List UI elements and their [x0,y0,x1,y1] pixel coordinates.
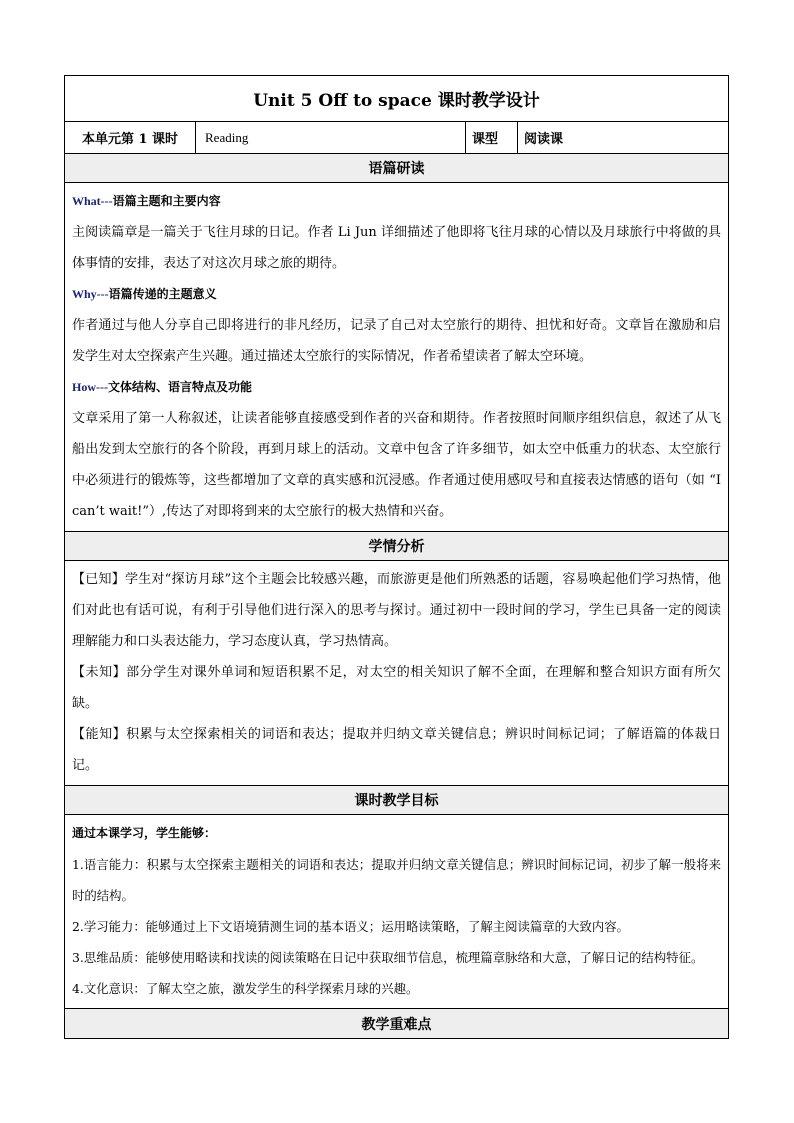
learner-analysis-body [65,561,728,786]
lesson-number-label: 本单元第 1 课时 [65,122,196,153]
why-label: 语篇传递的主题意义 [108,287,217,301]
known-paragraph: 【已知】学生对“探访月球”这个主题会比较感兴趣，而旅游更是他们所熟悉的话题，容易唤起他们学习热情，他们对此也有话可说，有利于引导他们进行深入的思考与探讨。通过初中一段时间的学习，学生已具备一定的阅读理解能力和口头表达能力，学习态度认真，学习热情高。 [72,572,721,649]
how-label-en: How--- [72,380,108,394]
objective-item: 2.学习能力：能够通过上下文语境猜测生词的基本语义；运用略读策略，了解主阅读篇章的大致内容。 [72,919,630,934]
what-paragraph: 主阅读篇章是一篇关于飞往月球的日记。作者 Li Jun 详细描述了他即将飞往月球的心情以及月球旅行中将做的具体事情的安排，表达了对这次月球之旅的期待。 [72,225,721,271]
page-title: Unit 5 Off to space 课时教学设计 [65,76,728,122]
section-heading-text-study: 语篇研读 [65,154,728,183]
what-label: 语篇主题和主要内容 [112,194,221,208]
how-paragraph: 文章采用了第一人称叙述，让读者能够直接感受到作者的兴奋和期待。作者按照时间顺序组织信息，叙述了从飞船出发到太空旅行的各个阶段，再到月球上的活动。文章中包含了许多细节，如太空中低重力的状态、太空旅行中必须进行的锻炼等，这些都增加了文章的真实感和沉浸感。作者通过使用感叹号和直接表达情感的语句（如 “I can’t wait!”）,传达了对即将到来的太空旅行的极大热情和兴奋。 [72,411,721,519]
how-label: 文体结构、语言特点及功能 [108,380,253,394]
lesson-type-label: 课型 [466,122,518,153]
able-paragraph: 【能知】积累与太空探索相关的词语和表达；提取并归纳文章关键信息；辨识时间标记词；了解语篇的体裁日记。 [72,727,721,773]
objectives-body [65,815,728,1009]
lesson-plan-table [64,75,729,1039]
objective-item: 3.思维品质：能够使用略读和找读的阅读策略在日记中获取细节信息，梳理篇章脉络和大意，了解日记的结构特征。 [72,950,704,965]
section-heading-objectives: 课时教学目标 [65,786,728,815]
why-label-en: Why--- [72,287,109,301]
what-label-en: What--- [72,194,113,208]
lesson-type-value: 阅读课 [524,132,564,147]
unknown-paragraph: 【未知】部分学生对课外单词和短语积累不足，对太空的相关知识了解不全面，在理解和整合知识方面有所欠缺。 [72,665,721,711]
why-paragraph: 作者通过与他人分享自己即将进行的非凡经历，记录了自己对太空旅行的期待、担忧和好奇。文章旨在激励和启发学生对太空探索产生兴趣。通过描述太空旅行的实际情况，作者希望读者了解太空环境。 [72,318,721,364]
why-subheading [72,279,721,310]
objective-item: 1.语言能力：积累与太空探索主题相关的词语和表达；提取并归纳文章关键信息；辨识时间标记词，初步了解一般将来时的结构。 [72,857,721,903]
what-subheading [72,186,721,217]
text-study-body [65,183,728,532]
section-heading-learner-analysis: 学情分析 [65,532,728,561]
objectives-lead: 通过本课学习，学生能够： [72,826,217,840]
section-heading-key-points: 教学重难点 [65,1009,728,1038]
objective-item: 4.文化意识：了解太空之旅，激发学生的科学探索月球的兴趣。 [72,981,419,996]
how-subheading [72,372,721,403]
lesson-number-value: Reading [196,122,466,153]
lesson-info-row [65,122,728,154]
